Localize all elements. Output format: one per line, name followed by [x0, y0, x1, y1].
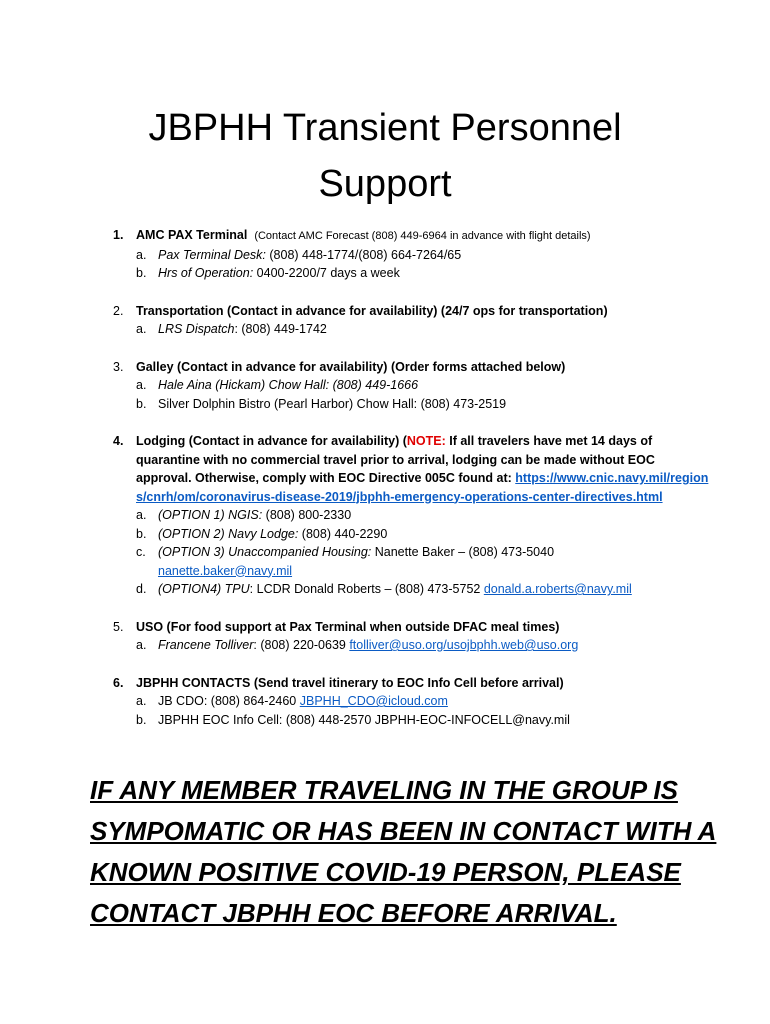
section-heading: Transportation (Contact in advance for availability) (24/7 ops for transportation) — [136, 303, 608, 318]
email-link[interactable]: donald.a.roberts@navy.mil — [483, 582, 632, 596]
item-value: JBPHH EOC Info Cell: (808) 448-2570 JBPHH-EOC-INFOCELL@navy.mil — [158, 712, 570, 727]
section-heading: JBPHH CONTACTS (Send travel itinerary to EOC Info Cell before arrival) — [136, 675, 564, 690]
item-value: Silver Dolphin Bistro (Pearl Harbor) Chow Hall: (808) 473-2519 — [158, 396, 507, 411]
warning-line: SYMPOMATIC OR HAS BEEN IN CONTACT WITH A — [90, 816, 717, 846]
document-title — [0, 100, 770, 212]
list-item: a. Hale Aina (Hickam) Chow Hall: (808) 449-1666 — [136, 376, 713, 395]
item-label: LRS Dispatch — [158, 322, 235, 336]
item-value: (808) 800-2330 — [262, 508, 352, 522]
section-heading-note: (Contact AMC Forecast (808) 449-6964 in advance with flight details) — [254, 230, 591, 242]
title-line-2: Support — [318, 163, 452, 205]
item-value: : LCDR Donald Roberts – (808) 473-5752 — [249, 582, 484, 596]
section-heading: USO (For food support at Pax Terminal when outside DFAC meal times) — [136, 619, 560, 634]
covid-warning — [90, 770, 730, 934]
section-number: 5. — [113, 619, 124, 634]
item-label: Hale Aina (Hickam) Chow Hall: (808) 449-1666 — [158, 378, 419, 392]
warning-line: CONTACT JBPHH EOC BEFORE ARRIVAL. — [90, 898, 617, 928]
section-number: 6. — [113, 675, 124, 690]
section-heading: Lodging (Contact in advance for availability) ( — [136, 434, 407, 448]
list-item: a. (OPTION 1) NGIS: (808) 800-2330 — [136, 508, 352, 522]
email-link[interactable]: JBPHH_CDO@icloud.com — [299, 694, 448, 708]
section-heading-continued: If all travelers have met 14 days of quarantine with no commercial travel prior to arrival, lodging can be made without EOC approval. Otherwise, comply with EOC Directive 005C found at: — [136, 434, 655, 485]
section-transportation — [113, 302, 713, 339]
section-heading: Galley (Contact in advance for availability) (Order forms attached below) — [136, 359, 566, 374]
directive-link[interactable]: https://www.cnic.navy.mil/regions/cnrh/om/coronavirus-disease-2019/jbphh-emergency-operations-center-directives.html — [136, 471, 709, 504]
list-item: b. Hrs of Operation: 0400-2200/7 days a week — [136, 266, 400, 280]
list-item: a. Francene Tolliver: (808) 220-0639 ftolliver@uso.org/usojbphh.web@uso.org — [136, 638, 579, 652]
title-line-1: JBPHH Transient Personnel — [148, 107, 622, 149]
warning-line: IF ANY MEMBER TRAVELING IN THE GROUP IS — [90, 775, 678, 805]
note-label: NOTE: — [406, 434, 446, 448]
section-number: 3. — [113, 359, 124, 374]
list-item: b. (OPTION 2) Navy Lodge: (808) 440-2290 — [136, 526, 388, 541]
section-jbphh-contacts — [113, 674, 713, 730]
list-item: d. (OPTION4) TPU: LCDR Donald Roberts – (808) 473-5752 donald.a.roberts@navy.mil — [136, 582, 632, 596]
list-item: a. LRS Dispatch: (808) 449-1742 — [136, 322, 327, 336]
section-heading: AMC PAX Terminal — [136, 228, 248, 242]
item-value: 0400-2200/7 days a week — [253, 266, 400, 280]
item-value: : (808) 220-0639 — [253, 638, 350, 652]
section-amc-pax-terminal — [113, 226, 713, 283]
item-value: (808) 440-2290 — [298, 526, 388, 541]
item-value: : (808) 449-1742 — [234, 322, 327, 336]
section-number: 2. — [113, 303, 124, 318]
item-label: Hrs of Operation: — [158, 266, 254, 280]
list-item: a. JB CDO: (808) 864-2460 JBPHH_CDO@icloud.com — [136, 694, 448, 708]
item-value: (808) 448-1774/(808) 664-7264/65 — [265, 247, 462, 262]
item-value: Nanette Baker – (808) 473-5040 — [371, 545, 555, 559]
section-lodging — [113, 432, 713, 599]
list-item: b. Silver Dolphin Bistro (Pearl Harbor) Chow Hall: (808) 473-2519 — [136, 395, 713, 414]
item-label: Francene Tolliver — [158, 638, 254, 652]
email-link[interactable]: ftolliver@uso.org/usojbphh.web@uso.org — [349, 638, 579, 652]
item-label: (OPTION4) TPU — [158, 582, 250, 596]
section-number: 4. — [113, 434, 124, 448]
item-label: (OPTION 3) Unaccompanied Housing: — [158, 545, 372, 559]
section-galley — [113, 358, 713, 414]
item-label: (OPTION 2) Navy Lodge: — [158, 526, 299, 541]
item-value: JB CDO: (808) 864-2460 — [158, 694, 300, 708]
list-item: c. (OPTION 3) Unaccompanied Housing: Nanette Baker – (808) 473-5040 nanette.baker@navy.mil — [136, 545, 555, 578]
item-label: (OPTION 1) NGIS: — [158, 508, 263, 522]
list-item: b. JBPHH EOC Info Cell: (808) 448-2570 JBPHH-EOC-INFOCELL@navy.mil — [136, 711, 713, 730]
warning-line: KNOWN POSITIVE COVID-19 PERSON, PLEASE — [90, 857, 681, 887]
email-link[interactable]: nanette.baker@navy.mil — [158, 563, 293, 578]
section-number: 1. — [113, 228, 124, 242]
list-item: a. Pax Terminal Desk: (808) 448-1774/(808) 664-7264/65 — [136, 247, 462, 262]
section-uso — [113, 618, 713, 655]
item-label: Pax Terminal Desk: — [158, 247, 266, 262]
contact-list — [113, 226, 713, 748]
